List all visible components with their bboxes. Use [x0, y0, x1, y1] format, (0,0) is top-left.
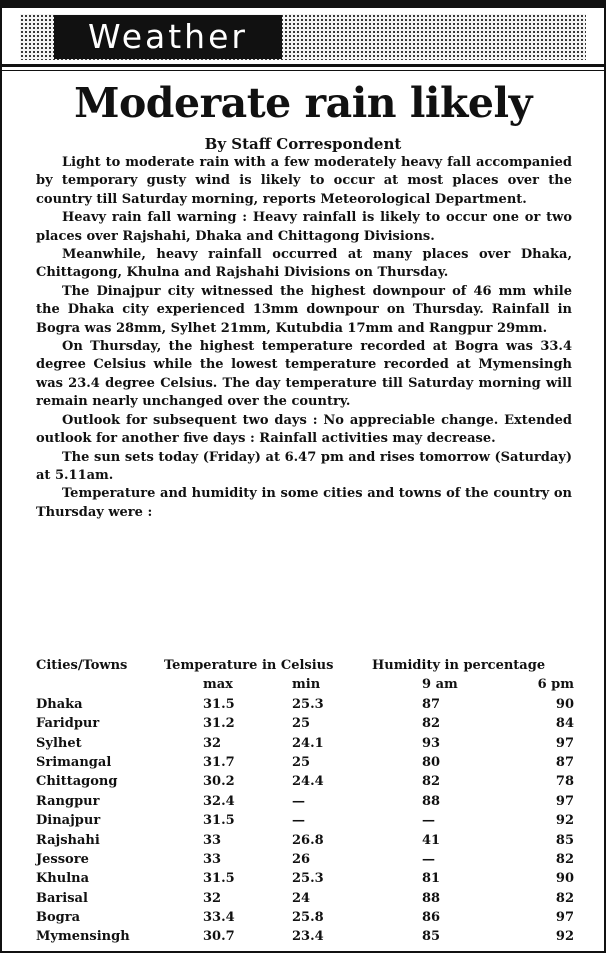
temp-min: 23.4 — [292, 929, 324, 945]
header-humidity: Humidity in percentage — [372, 658, 546, 673]
top-rule — [2, 0, 604, 8]
city-name: Sylhet — [36, 735, 82, 751]
paragraph: Heavy rain fall warning : Heavy rainfall is likely to occur one or two places over Rajshahi, Dhaka and Chittagong Divisions. — [36, 210, 572, 244]
headline: Moderate rain likely — [74, 79, 532, 127]
humidity-9am: 82 — [422, 774, 441, 790]
humidity-9am: 82 — [422, 716, 441, 732]
humidity-6pm: 82 — [555, 890, 574, 906]
humidity-9am: 86 — [422, 910, 441, 926]
divider-rule-thin — [2, 70, 604, 71]
table-row — [36, 889, 576, 908]
header-cities: Cities/Towns — [36, 658, 128, 673]
temp-min: 26.8 — [292, 832, 324, 848]
paragraph: The sun sets today (Friday) at 6.47 pm and rises tomorrow (Saturday) at 5.11am. — [36, 449, 572, 483]
paragraph: Temperature and humidity in some cities and towns of the country on Thursday were : — [36, 486, 572, 520]
table-subheader-row — [36, 675, 576, 694]
humidity-9am: — — [422, 851, 435, 867]
header-temperature: Temperature in Celsius — [164, 658, 334, 673]
temp-min: 26 — [292, 851, 311, 867]
city-name: Rangpur — [36, 793, 100, 809]
temp-max: 32 — [203, 890, 222, 906]
section-label: Weather — [54, 15, 282, 59]
temp-min: 25.3 — [292, 871, 324, 887]
table-row — [36, 811, 576, 830]
temp-max: 32.4 — [203, 793, 235, 809]
humidity-6pm: 92 — [555, 929, 574, 945]
humidity-6pm: 97 — [555, 910, 574, 926]
temp-min: — — [292, 793, 305, 809]
humidity-6pm: 85 — [555, 832, 574, 848]
header-6pm: 6 pm — [537, 677, 574, 693]
city-name: Faridpur — [36, 716, 100, 732]
humidity-9am: 93 — [422, 735, 441, 751]
weather-table — [36, 656, 576, 947]
city-name: Dinajpur — [36, 813, 101, 829]
temp-min: — — [292, 813, 305, 829]
temp-min: 24.4 — [292, 774, 324, 790]
paragraph: On Thursday, the highest temperature recorded at Bogra was 33.4 degree Celsius while the lowest temperature recorded at Mymensingh was 23.4 degree Celsius. The day temperature till Saturday morning will remain nearly unchanged over the country. — [36, 339, 572, 410]
humidity-9am: 87 — [422, 696, 441, 712]
paragraph: Meanwhile, heavy rainfall occurred at many places over Dhaka, Chittagong, Khulna and Rajshahi Divisions on Thursday. — [36, 247, 572, 281]
city-name: Khulna — [36, 871, 90, 887]
temp-max: 33.4 — [203, 910, 235, 926]
humidity-9am: 88 — [422, 793, 441, 809]
temp-max: 31.5 — [203, 871, 235, 887]
table-row — [36, 908, 576, 927]
humidity-6pm: 90 — [555, 871, 574, 887]
table-row — [36, 753, 576, 772]
temp-max: 31.5 — [203, 696, 235, 712]
temp-min: 25.3 — [292, 696, 324, 712]
humidity-6pm: 78 — [555, 774, 574, 790]
humidity-9am: 88 — [422, 890, 441, 906]
temp-max: 30.7 — [203, 929, 235, 945]
city-name: Rajshahi — [36, 832, 100, 848]
table-row — [36, 927, 576, 946]
temp-max: 31.5 — [203, 813, 235, 829]
temp-max: 32 — [203, 735, 222, 751]
city-name: Barisal — [36, 890, 88, 906]
temp-max: 33 — [203, 851, 222, 867]
paragraph: Light to moderate rain with a few moderately heavy fall accompanied by temporary gusty wind is likely to occur at most places over the country till Saturday morning, reports Meteorological Department. — [36, 155, 572, 207]
table-header-row — [36, 656, 576, 675]
header-9am: 9 am — [422, 677, 458, 693]
temp-max: 30.2 — [203, 774, 235, 790]
city-name: Chittagong — [36, 774, 118, 790]
humidity-9am: — — [422, 813, 435, 829]
humidity-6pm: 90 — [555, 696, 574, 712]
table-row — [36, 869, 576, 888]
table-row — [36, 792, 576, 811]
city-name: Jessore — [36, 851, 89, 867]
temp-min: 24 — [292, 890, 311, 906]
city-name: Dhaka — [36, 696, 83, 712]
humidity-9am: 81 — [422, 871, 441, 887]
humidity-9am: 80 — [422, 754, 441, 770]
article-body — [36, 154, 572, 522]
city-name: Srimangal — [36, 754, 112, 770]
paragraph: The Dinajpur city witnessed the highest downpour of 46 mm while the Dhaka city experienced 13mm downpour on Thursday. Rainfall in Bogra was 28mm, Sylhet 21mm, Kutubdia 17mm and Rangpur 29mm. — [36, 283, 572, 336]
temp-max: 31.2 — [203, 716, 235, 732]
humidity-9am: 85 — [422, 929, 441, 945]
city-name: Bogra — [36, 910, 81, 926]
paragraph: Outlook for subsequent two days : No appreciable change. Extended outlook for another five days : Rainfall activities may decrease. — [36, 412, 572, 447]
table-row — [36, 831, 576, 850]
table-row — [36, 850, 576, 869]
table-row — [36, 695, 576, 714]
humidity-6pm: 97 — [555, 793, 574, 809]
temp-max: 33 — [203, 832, 222, 848]
temp-min: 25 — [292, 716, 311, 732]
table-row — [36, 714, 576, 733]
temp-min: 25.8 — [292, 910, 324, 926]
byline: By Staff Correspondent — [204, 135, 402, 153]
humidity-6pm: 87 — [555, 754, 574, 770]
humidity-9am: 41 — [422, 832, 441, 848]
header-max: max — [203, 677, 233, 693]
temp-max: 31.7 — [203, 754, 235, 770]
humidity-6pm: 97 — [555, 735, 574, 751]
divider-rule — [2, 64, 604, 67]
temp-min: 24.1 — [292, 735, 324, 751]
table-row — [36, 734, 576, 753]
table-row — [36, 772, 576, 791]
humidity-6pm: 84 — [555, 716, 574, 732]
header-min: min — [292, 677, 321, 693]
temp-min: 25 — [292, 754, 311, 770]
humidity-6pm: 92 — [555, 813, 574, 829]
city-name: Mymensingh — [36, 929, 130, 945]
humidity-6pm: 82 — [555, 851, 574, 867]
